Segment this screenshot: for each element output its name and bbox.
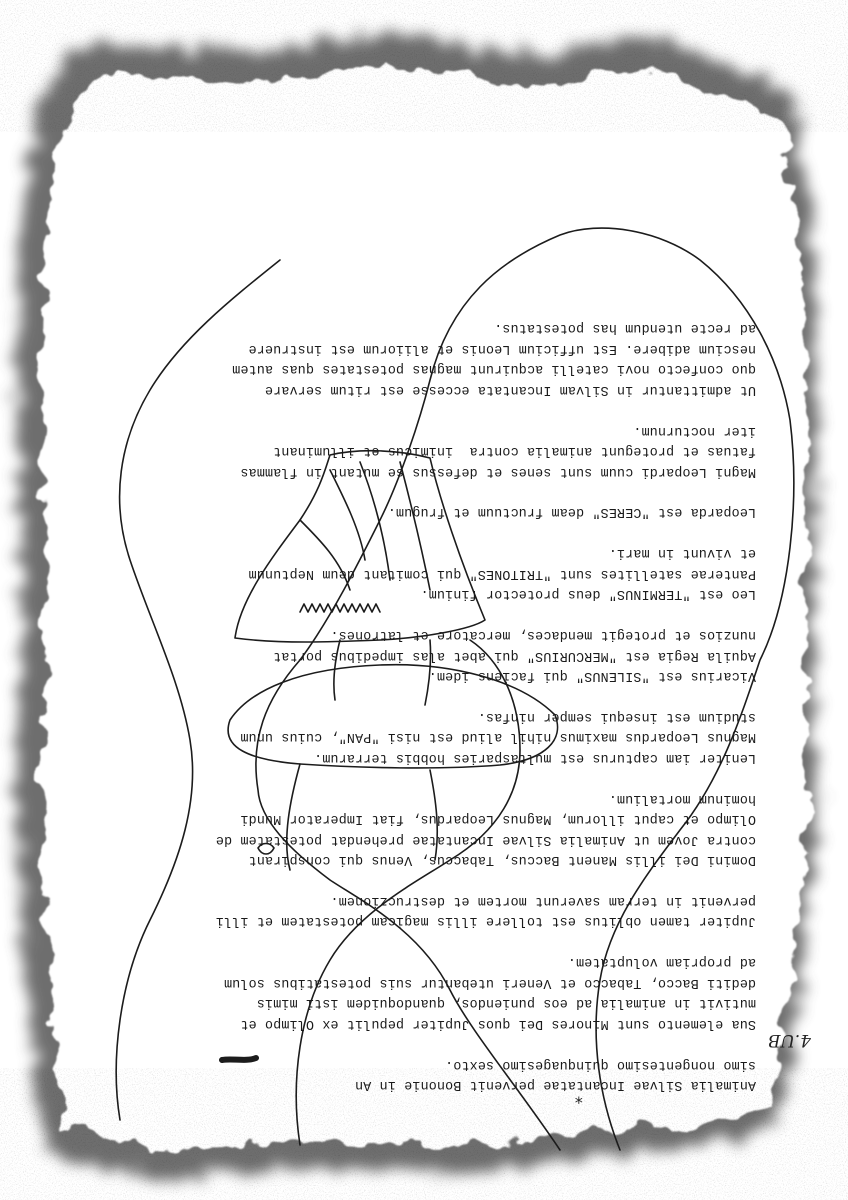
paragraph-gap xyxy=(80,481,756,501)
text-line: mutivit in animalia ad eos puniendos, quandoquidem isti mimis xyxy=(256,995,756,1011)
paragraph-gap xyxy=(80,930,756,950)
text-line: Magnus Leopardus maximus nihil aliud est nisi "PAN", cuius unum xyxy=(240,729,756,745)
text-line: studium est insequi semper ninfas. xyxy=(477,708,756,724)
paragraph-gap xyxy=(80,767,756,787)
text-line: ad recte utendum has potestatus. xyxy=(494,320,756,336)
text-line: simo nongentesimo quinquagesimo sexto. xyxy=(444,1056,756,1072)
text-line: Magni Leopardi cuum sunt senes et defessus se mutant in flammas xyxy=(240,463,756,479)
text-line: Animalia Silvae Incantatae pervenit Bononie in An xyxy=(354,1077,756,1092)
text-line: Leo est "TERMINUS" deus protector finium. xyxy=(420,586,756,602)
text-line: nunzios et protegit mendaces, mercatore et latrones. xyxy=(330,627,756,643)
asterisk-mark: * xyxy=(574,1093,584,1112)
paragraph-gap xyxy=(80,399,756,419)
text-line: et vivunt in mari. xyxy=(608,545,756,561)
text-line: Jupiter tamen oblitus est tollere illis magicam potestatem et illi xyxy=(215,913,756,929)
paragraph-gap xyxy=(80,521,756,541)
typed-text-upside-down xyxy=(80,214,756,1094)
handwritten-annotation: 4.UB xyxy=(768,1030,812,1050)
text-line: Aquila Regia est "MERCURIUS" qui abet alas impedibus portat xyxy=(273,647,756,663)
paragraph-gap xyxy=(80,603,756,623)
text-line: Sua elemento sunt Minores Dei quos Jupiter pepulit ex Olimpo et xyxy=(240,1015,756,1031)
paragraph-gap xyxy=(80,869,756,889)
text-line: ad propriam voluptatem. xyxy=(567,954,756,970)
text-line: Panterae satellites sunt "TRITONES" qui comitant deum Neptunum xyxy=(248,565,756,581)
text-line: contra Jovem ut Animalia Silvae Incantatae prehendat potestatem de xyxy=(215,831,756,847)
text-line: iter nocturnum. xyxy=(633,422,756,438)
text-line: hominum mortalium. xyxy=(608,790,756,806)
text-line: nescium adibere. Est ufficium Leonis et aliiorum est instruere xyxy=(248,340,756,356)
text-line: quo confecto novi catelli acquirunt magnas potestates quas autem xyxy=(232,361,756,377)
text-line: Leniter iam capturus est multasparies hobbis terrarum. xyxy=(313,749,756,765)
text-line: Ut admittantur in Silvam Incantata eccesse est ritum servare xyxy=(264,381,756,397)
paragraph-gap xyxy=(80,685,756,705)
text-line: dediti Bacco, Tabacco et Veneri utebantur suis potestatibus solum xyxy=(223,974,756,990)
paragraph-gap xyxy=(80,1033,756,1053)
text-line: Olimpo et caput illorum, Magnus Leopardus, fiat Imperator Mundi xyxy=(240,811,756,827)
text-line: Leoparda est "CERES" deam fructuum et frugum. xyxy=(387,504,756,520)
text-line: fatuas et protegunt animalia contra inimicus et illuminant xyxy=(273,443,756,459)
text-line: pervenit in terram saverunt mortem et destruczionem. xyxy=(330,892,756,908)
text-line: Domini Dei illis Manent Baccus, Tabaccus, Venus qui conspirant xyxy=(248,852,756,868)
text-line: Vicarius est "SILENUS" qui faciens idem. xyxy=(428,668,756,684)
